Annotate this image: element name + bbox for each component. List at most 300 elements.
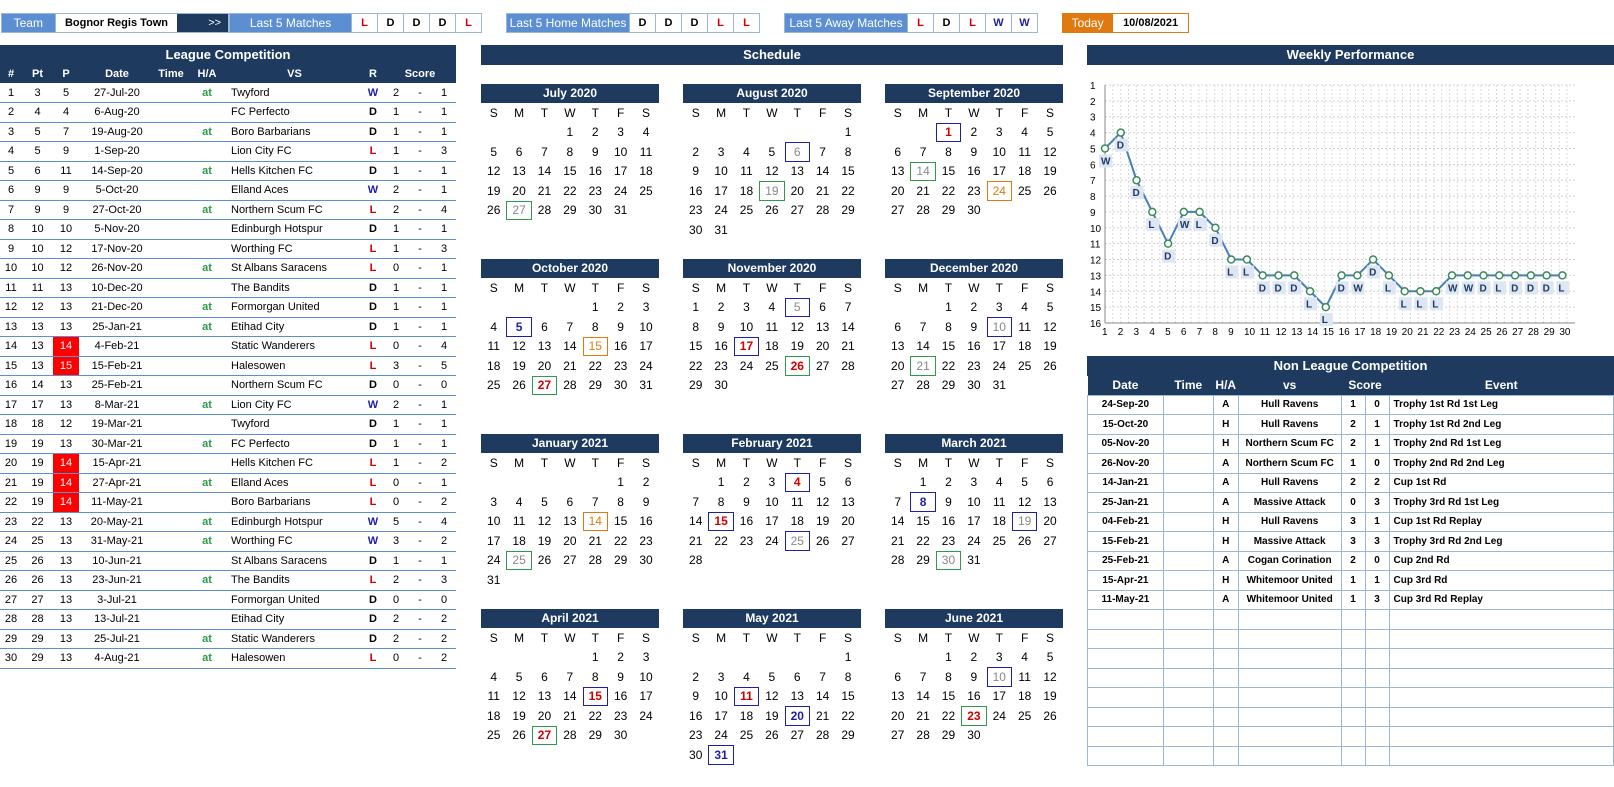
match-day[interactable]: 19 xyxy=(1012,512,1037,532)
empty-cell xyxy=(506,298,531,318)
x-tick-label: 8 xyxy=(1212,327,1218,338)
day: 8 xyxy=(945,144,952,159)
nonleague-cell-home-away: H xyxy=(1213,434,1238,454)
empty-cell xyxy=(910,123,935,143)
day: 9 xyxy=(717,319,725,334)
day: 13 xyxy=(891,689,905,704)
day: 27 xyxy=(815,358,830,373)
league-cell-goals-for: 0 xyxy=(384,590,408,610)
empty-cell xyxy=(683,648,708,668)
day: 29 xyxy=(941,203,956,218)
league-row xyxy=(0,590,456,610)
league-cell-result: L xyxy=(362,649,384,669)
day: 24 xyxy=(992,708,1006,723)
league-cell-position: 13 xyxy=(53,298,79,318)
league-cell-points: 26 xyxy=(22,551,53,571)
x-tick-label: 23 xyxy=(1448,327,1461,338)
day: 26 xyxy=(512,728,526,743)
league-row xyxy=(0,83,456,103)
data-point xyxy=(1480,272,1487,279)
league-cell-goals-for: 1 xyxy=(384,278,408,298)
league-cell-home-away: at xyxy=(187,571,227,591)
day: 3 xyxy=(970,475,978,490)
day: 17 xyxy=(487,533,501,548)
match-day[interactable]: 27 xyxy=(532,376,557,396)
day: 18 xyxy=(739,183,754,198)
weekday-label: M xyxy=(514,455,525,470)
day: 7 xyxy=(819,669,826,684)
weekday-label: W xyxy=(968,455,980,470)
data-label: D xyxy=(1290,283,1298,295)
day: 4 xyxy=(490,669,498,684)
nonleague-cell-date xyxy=(1088,746,1164,766)
data-point xyxy=(1338,272,1345,279)
x-tick-label: 15 xyxy=(1322,327,1334,338)
day: 4 xyxy=(490,319,498,334)
y-tick-label: 2 xyxy=(1090,96,1096,108)
month-title: March 2021 xyxy=(885,434,1063,453)
empty-cell xyxy=(506,648,531,668)
data-point xyxy=(1228,256,1235,263)
league-cell-home-away xyxy=(187,415,227,435)
nonleague-cell-home-away: A xyxy=(1213,454,1238,474)
day: 16 xyxy=(689,708,703,723)
league-cell-opponent: Northern Scum FC xyxy=(227,376,362,396)
day: 17 xyxy=(613,164,628,179)
day: 27 xyxy=(841,533,855,548)
league-cell-goals-for: 2 xyxy=(384,181,408,201)
empty-cell xyxy=(583,473,608,493)
league-cell-goals-against: 1 xyxy=(432,83,456,103)
league-cell-result: L xyxy=(362,454,384,474)
nonleague-cell-event xyxy=(1389,629,1613,649)
nonleague-row xyxy=(1088,571,1614,591)
day: 10 xyxy=(714,164,728,179)
nonleague-cell-time xyxy=(1163,688,1213,708)
day: 3 xyxy=(717,144,725,159)
day: 25 xyxy=(765,358,779,373)
day: 17 xyxy=(639,689,653,704)
match-day[interactable]: 30 xyxy=(936,551,961,571)
league-cell-time xyxy=(155,629,187,649)
day: 11 xyxy=(791,494,804,509)
nonleague-cell-opponent: Hull Ravens xyxy=(1238,512,1341,532)
weekday-label: S xyxy=(844,280,853,295)
league-cell-match-no: 16 xyxy=(0,376,22,396)
league-cell-position: 13 xyxy=(53,434,79,454)
day: 30 xyxy=(967,728,981,743)
league-cell-goals-against: 2 xyxy=(432,649,456,669)
month-calendar xyxy=(481,609,659,745)
data-label: D xyxy=(1258,283,1266,295)
league-cell-dash: - xyxy=(408,493,432,513)
league-cell-match-no: 20 xyxy=(0,454,22,474)
x-tick-label: 4 xyxy=(1149,327,1155,338)
league-cell-points: 17 xyxy=(22,395,53,415)
league-cell-time xyxy=(155,298,187,318)
weekday-label: F xyxy=(1020,630,1029,645)
month-calendar xyxy=(885,434,1063,570)
nonleague-cell-goals-against xyxy=(1365,668,1389,688)
nonleague-cell-opponent xyxy=(1238,746,1341,766)
match-day[interactable]: 10 xyxy=(987,667,1012,687)
day: 18 xyxy=(639,164,653,179)
league-cell-time xyxy=(155,649,187,669)
day: 8 xyxy=(844,669,852,684)
day: 10 xyxy=(714,689,728,704)
day: 12 xyxy=(487,164,501,179)
match-day[interactable]: 14 xyxy=(910,162,935,182)
weekday-label: W xyxy=(766,280,778,295)
day: 26 xyxy=(1043,183,1057,198)
day: 2 xyxy=(692,144,700,159)
weekday-label: F xyxy=(616,105,625,120)
day: 2 xyxy=(617,300,624,315)
day: 22 xyxy=(941,358,956,373)
day: 2 xyxy=(692,669,700,684)
empty-cell xyxy=(910,298,935,318)
league-cell-goals-against: 2 xyxy=(432,532,456,552)
match-day[interactable]: 27 xyxy=(506,201,531,221)
day: 13 xyxy=(563,514,577,529)
match-day[interactable]: 21 xyxy=(910,356,935,376)
league-cell-result: W xyxy=(362,83,384,103)
nonleague-cell-goals-for: 0 xyxy=(1341,493,1365,513)
day: 4 xyxy=(768,300,776,315)
day: 12 xyxy=(1043,319,1057,334)
nonleague-cell-goals-against: 3 xyxy=(1365,590,1389,610)
team-dropdown[interactable] xyxy=(177,14,201,32)
day: 22 xyxy=(916,533,930,548)
nonleague-cell-goals-against: 0 xyxy=(1365,454,1389,474)
day: 2 xyxy=(945,475,952,490)
match-day[interactable]: 25 xyxy=(506,551,531,571)
day: 10 xyxy=(639,669,653,684)
league-cell-date: 3-Jul-21 xyxy=(79,590,155,610)
day: 16 xyxy=(941,514,956,529)
league-cell-dash: - xyxy=(408,181,432,201)
day: 9 xyxy=(692,689,700,704)
league-cell-goals-against: 2 xyxy=(432,454,456,474)
data-point xyxy=(1322,304,1329,311)
match-day[interactable]: 31 xyxy=(708,745,733,765)
y-tick-label: 13 xyxy=(1090,271,1102,283)
today-label: Today xyxy=(1063,14,1112,32)
league-cell-time xyxy=(155,454,187,474)
weekday-label: S xyxy=(1046,105,1055,120)
nonleague-cell-goals-against: 1 xyxy=(1365,512,1389,532)
league-cell-home-away xyxy=(187,278,227,298)
league-cell-goals-for: 2 xyxy=(384,83,408,103)
league-row xyxy=(0,493,456,513)
empty-cell xyxy=(481,648,506,668)
x-tick-label: 18 xyxy=(1370,327,1382,338)
league-cell-goals-for: 1 xyxy=(384,454,408,474)
day: 6 xyxy=(894,319,902,334)
weekday-label: T xyxy=(944,455,953,470)
day: 23 xyxy=(714,358,728,373)
league-cell-result: D xyxy=(362,317,384,337)
match-day[interactable]: 24 xyxy=(987,181,1012,201)
league-cell-home-away xyxy=(187,239,227,259)
data-point xyxy=(1401,288,1408,295)
day: 5 xyxy=(1046,650,1054,665)
nonleague-cell-goals-for: 1 xyxy=(1341,590,1365,610)
day: 9 xyxy=(617,319,624,334)
league-cell-points: 19 xyxy=(22,493,53,513)
league-cell-dash: - xyxy=(408,512,432,532)
day: 2 xyxy=(970,125,978,140)
league-cell-position: 13 xyxy=(53,649,79,669)
day: 31 xyxy=(613,203,628,218)
league-cell-time xyxy=(155,122,187,142)
match-day[interactable]: 8 xyxy=(910,492,935,512)
empty-cell xyxy=(708,648,733,668)
league-cell-match-no: 8 xyxy=(0,220,22,240)
day: 26 xyxy=(487,203,501,218)
home-result-1: D xyxy=(629,14,655,32)
league-cell-goals-against: 1 xyxy=(432,551,456,571)
nonleague-cell-home-away xyxy=(1213,649,1238,669)
nonleague-cell-home-away xyxy=(1213,707,1238,727)
league-cell-goals-for: 2 xyxy=(384,395,408,415)
match-day[interactable]: 5 xyxy=(506,317,531,337)
x-tick-label: 22 xyxy=(1433,327,1445,338)
data-label: D xyxy=(1132,188,1140,200)
nonleague-cell-goals-for: 3 xyxy=(1341,512,1365,532)
nonleague-cell-opponent xyxy=(1238,707,1341,727)
league-cell-match-no: 6 xyxy=(0,181,22,201)
day: 12 xyxy=(1043,144,1057,159)
nonleague-row xyxy=(1088,610,1614,630)
league-cell-goals-for: 1 xyxy=(384,415,408,435)
league-cell-points: 29 xyxy=(22,649,53,669)
nonleague-cell-home-away xyxy=(1213,668,1238,688)
league-cell-match-no: 1 xyxy=(0,83,22,103)
day: 9 xyxy=(970,144,978,159)
nonleague-cell-goals-against xyxy=(1365,746,1389,766)
day: 28 xyxy=(916,378,930,393)
match-day[interactable]: 27 xyxy=(532,726,557,746)
weekly-performance-panel xyxy=(1087,45,1614,353)
league-row xyxy=(0,259,456,279)
nonleague-cell-date: 25-Feb-21 xyxy=(1088,551,1164,571)
league-cell-dash: - xyxy=(408,649,432,669)
match-day[interactable]: 15 xyxy=(583,687,608,707)
empty-cell xyxy=(532,298,557,318)
day: 20 xyxy=(815,339,830,354)
nonleague-cell-event xyxy=(1389,688,1613,708)
day: 4 xyxy=(995,475,1003,490)
day: 11 xyxy=(487,689,500,704)
league-cell-home-away: at xyxy=(187,122,227,142)
match-day[interactable]: 17 xyxy=(734,337,759,357)
empty-cell xyxy=(885,473,910,493)
league-cell-time xyxy=(155,181,187,201)
league-cell-opponent: Static Wanderers xyxy=(227,629,362,649)
nonleague-cell-time xyxy=(1163,649,1213,669)
day: 7 xyxy=(919,669,927,684)
match-day[interactable]: 15 xyxy=(583,337,608,357)
weekday-label: T xyxy=(944,630,953,645)
nonleague-cell-home-away xyxy=(1213,727,1238,747)
day: 27 xyxy=(891,203,905,218)
weekday-label: S xyxy=(642,630,651,645)
day: 28 xyxy=(815,203,830,218)
month-title: July 2020 xyxy=(481,84,659,103)
league-cell-time xyxy=(155,239,187,259)
league-cell-time xyxy=(155,103,187,123)
nonleague-header: Time xyxy=(1163,376,1213,395)
nonleague-cell-event xyxy=(1389,610,1613,630)
league-cell-points: 22 xyxy=(22,512,53,532)
day: 13 xyxy=(790,689,804,704)
day: 22 xyxy=(714,533,728,548)
day: 17 xyxy=(714,183,728,198)
day: 7 xyxy=(566,319,574,334)
day: 10 xyxy=(992,144,1006,159)
day: 14 xyxy=(916,689,930,704)
match-day[interactable]: 19 xyxy=(759,181,784,201)
day: 7 xyxy=(844,300,852,315)
match-day[interactable]: 4 xyxy=(785,473,810,493)
day: 29 xyxy=(588,378,602,393)
nonleague-cell-date: 14-Jan-21 xyxy=(1088,473,1164,493)
match-day[interactable]: 23 xyxy=(961,706,986,726)
nonleague-cell-date: 15-Oct-20 xyxy=(1088,415,1164,435)
match-day[interactable]: 6 xyxy=(785,142,810,162)
nonleague-cell-event: Trophy 2nd Rd 2nd Leg xyxy=(1389,454,1613,474)
day: 6 xyxy=(844,475,852,490)
x-tick-label: 20 xyxy=(1401,327,1413,338)
day: 12 xyxy=(815,494,830,509)
nonleague-cell-opponent xyxy=(1238,668,1341,688)
day: 14 xyxy=(916,339,930,354)
nonleague-row xyxy=(1088,473,1614,493)
day: 30 xyxy=(714,378,728,393)
day: 14 xyxy=(563,339,577,354)
day: 19 xyxy=(1043,164,1057,179)
league-cell-home-away xyxy=(187,356,227,376)
day: 3 xyxy=(617,125,624,140)
nonleague-cell-goals-against: 0 xyxy=(1365,551,1389,571)
match-day[interactable]: 26 xyxy=(785,356,810,376)
day: 18 xyxy=(765,339,779,354)
day: 11 xyxy=(639,144,653,159)
day: 4 xyxy=(1021,125,1028,140)
team-value[interactable]: Bognor Regis Town xyxy=(55,14,178,32)
league-cell-goals-against: 1 xyxy=(432,103,456,123)
team-selector xyxy=(1,13,229,33)
nonleague-cell-date: 15-Feb-21 xyxy=(1088,532,1164,552)
league-cell-date: 30-Mar-21 xyxy=(79,434,155,454)
league-cell-match-no: 17 xyxy=(0,395,22,415)
league-cell-time xyxy=(155,551,187,571)
nonleague-cell-date xyxy=(1088,610,1164,630)
last5-result-2: D xyxy=(377,14,403,32)
nonleague-cell-date xyxy=(1088,727,1164,747)
day: 16 xyxy=(967,689,981,704)
day: 9 xyxy=(591,144,599,159)
league-cell-points: 14 xyxy=(22,376,53,396)
day: 16 xyxy=(689,183,703,198)
nonleague-cell-event: Cup 3rd Rd Replay xyxy=(1389,590,1613,610)
empty-cell xyxy=(506,123,531,143)
nonleague-cell-opponent: Whitemoor United xyxy=(1238,571,1341,591)
nonleague-cell-home-away: A xyxy=(1213,473,1238,493)
x-tick-label: 29 xyxy=(1543,327,1555,338)
league-cell-time xyxy=(155,259,187,279)
day: 11 xyxy=(993,494,1006,509)
league-cell-result: L xyxy=(362,571,384,591)
league-cell-result: L xyxy=(362,200,384,220)
day: 29 xyxy=(613,553,628,568)
day: 6 xyxy=(541,669,548,684)
nonleague-cell-goals-for: 2 xyxy=(1341,434,1365,454)
day: 25 xyxy=(1017,708,1032,723)
data-point xyxy=(1212,224,1219,231)
league-cell-opponent: Twyford xyxy=(227,83,362,103)
day: 18 xyxy=(739,708,754,723)
weekday-label: T xyxy=(591,280,599,295)
match-day[interactable]: 25 xyxy=(785,531,810,551)
nonleague-row xyxy=(1088,668,1614,688)
day: 28 xyxy=(563,728,577,743)
league-cell-time xyxy=(155,142,187,162)
league-cell-opponent: Worthing FC xyxy=(227,239,362,259)
match-day[interactable]: 15 xyxy=(708,512,733,532)
match-day[interactable]: 5 xyxy=(785,298,810,318)
match-day[interactable]: 20 xyxy=(785,706,810,726)
y-tick-label: 15 xyxy=(1090,303,1102,315)
league-cell-goals-against: 3 xyxy=(432,142,456,162)
team-label: Team xyxy=(2,14,55,32)
nonleague-header: Score xyxy=(1341,376,1389,395)
nonleague-cell-goals-against: 2 xyxy=(1365,473,1389,493)
empty-cell xyxy=(683,123,708,143)
data-point xyxy=(1464,272,1471,279)
x-tick-label: 2 xyxy=(1117,327,1124,338)
weekday-label: M xyxy=(918,105,929,120)
month-title: May 2021 xyxy=(683,609,861,628)
day: 15 xyxy=(941,339,956,354)
nonleague-cell-goals-for: 1 xyxy=(1341,395,1365,415)
league-cell-result: W xyxy=(362,181,384,201)
league-cell-goals-for: 2 xyxy=(384,629,408,649)
nonleague-cell-time xyxy=(1163,395,1213,415)
league-header-vs: VS xyxy=(227,65,362,83)
league-cell-match-no: 11 xyxy=(0,278,22,298)
next-button[interactable]: >> xyxy=(201,14,228,32)
match-day[interactable]: 14 xyxy=(583,512,608,532)
nonleague-cell-time xyxy=(1163,473,1213,493)
day: 12 xyxy=(512,689,526,704)
weekday-label: S xyxy=(893,280,902,295)
league-cell-goals-against: 3 xyxy=(432,571,456,591)
weekday-label: W xyxy=(968,630,980,645)
month-title: January 2021 xyxy=(481,434,659,453)
away-result-4: W xyxy=(985,14,1011,32)
league-row xyxy=(0,298,456,318)
league-cell-goals-against: 1 xyxy=(432,395,456,415)
league-cell-goals-for: 3 xyxy=(384,532,408,552)
match-day[interactable]: 10 xyxy=(987,317,1012,337)
match-day[interactable]: 1 xyxy=(936,123,961,143)
match-day[interactable]: 11 xyxy=(734,687,759,707)
data-point xyxy=(1259,272,1266,279)
data-label: L xyxy=(1227,267,1234,279)
league-cell-goals-for: 0 xyxy=(384,473,408,493)
